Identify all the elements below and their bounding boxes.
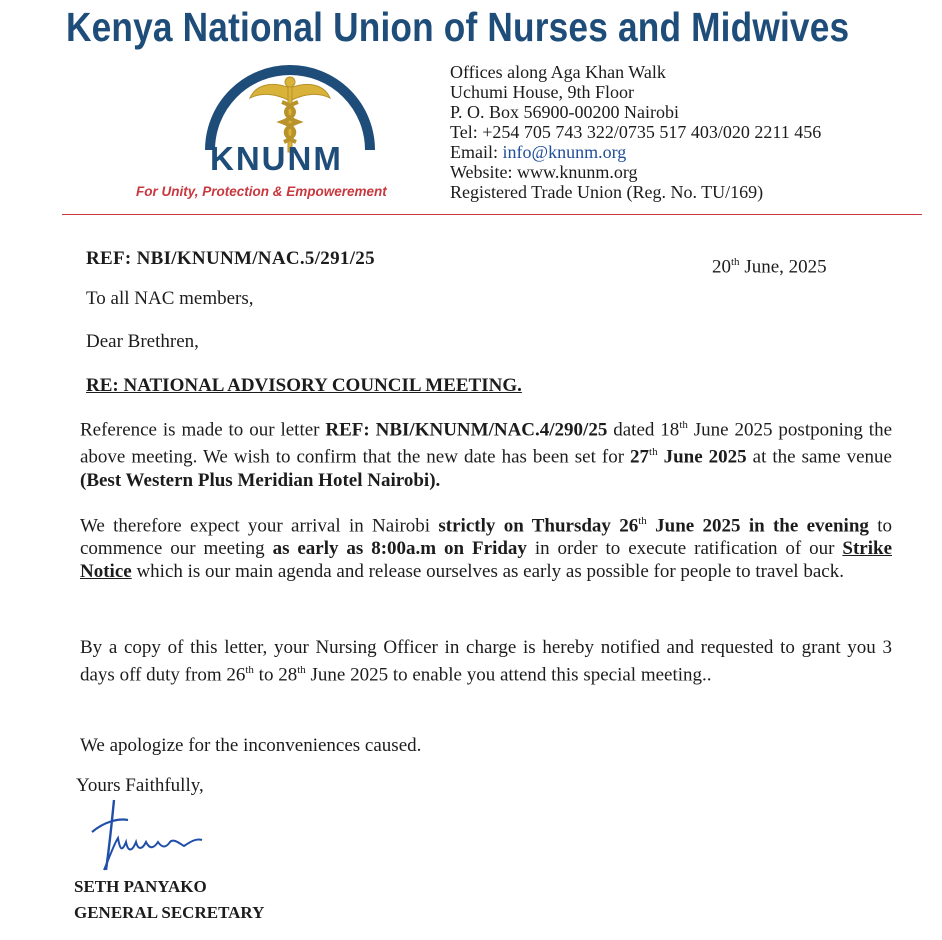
p2-text: to commence our meeting: [80, 515, 892, 560]
p2-bold: June 2025 in the evening: [646, 515, 869, 537]
p2-bold: as early as 8:00a.m on Friday: [272, 538, 527, 560]
address-line: Offices along Aga Khan Walk: [450, 62, 666, 82]
paragraph-3: [80, 636, 892, 686]
p1-date: June 2025: [657, 446, 747, 468]
letter-ref: REF: NBI/KNUNM/NAC.5/291/25: [86, 248, 375, 269]
org-name: Kenya National Union of Nurses and Midwives: [66, 4, 850, 50]
p2-text: which is our main agenda and release ourselves as early as possible for people to travel back.: [131, 561, 844, 583]
p1-date: 27: [630, 446, 650, 468]
p2-text: We therefore expect your arrival in Nairobi: [80, 515, 439, 537]
date-rest: June, 2025: [739, 256, 827, 278]
letter-date: [712, 256, 827, 278]
p1-text: June 2025 postponing the above meeting. We wish to confirm that the new date has been set for: [80, 419, 892, 468]
p1-sup: th: [679, 419, 688, 431]
po-box-line: P. O. Box 56900-00200 Nairobi: [450, 102, 679, 122]
org-motto: For Unity, Protection & Empowerement: [136, 184, 387, 199]
p3-text: to 28: [253, 664, 298, 686]
p1-text: Reference is made to our letter: [80, 419, 326, 441]
registration-line: Registered Trade Union (Reg. No. TU/169): [450, 182, 764, 202]
signature-icon: [84, 792, 214, 876]
email-label: Email:: [450, 142, 498, 162]
contact-block: [450, 62, 821, 202]
strike-notice: Strike Notice: [80, 538, 892, 583]
p1-text: at the same venue: [746, 446, 892, 468]
email-link[interactable]: info@knunm.org: [502, 142, 627, 162]
signer-block: [74, 874, 264, 926]
subject-line: RE: NATIONAL ADVISORY COUNCIL MEETING.: [86, 375, 522, 396]
p1-sup: th: [649, 446, 658, 459]
p1-text: dated 18: [607, 419, 680, 441]
date-day: 20: [712, 256, 731, 278]
p2-text: in order to execute ratification of our: [526, 538, 843, 560]
date-sup: th: [731, 256, 740, 268]
p1-ref: REF: NBI/KNUNM/NAC.4/290/25: [325, 419, 608, 441]
salutation: Dear Brethren,: [86, 331, 199, 352]
addressee: To all NAC members,: [86, 288, 254, 309]
p2-bold: strictly on Thursday 26: [438, 515, 639, 537]
paragraph-1: [80, 414, 892, 492]
org-acronym: KNUNM: [210, 140, 343, 177]
paragraph-2: [80, 510, 892, 583]
p3-sup: th: [297, 664, 306, 676]
address-line: Uchumi House, 9th Floor: [450, 82, 634, 102]
p3-sup: th: [245, 664, 254, 676]
paragraph-4: We apologize for the inconveniences caused.: [80, 735, 422, 756]
p1-venue: (Best Western Plus Meridian Hotel Nairobi).: [80, 469, 441, 491]
signer-name: SETH PANYAKO: [74, 877, 207, 896]
p2-sup: th: [638, 515, 647, 527]
signer-title: GENERAL SECRETARY: [74, 903, 265, 922]
website-line: Website: www.knunm.org: [450, 162, 638, 182]
header-divider: [62, 214, 922, 215]
tel-line: Tel: +254 705 743 322/0735 517 403/020 2211 456: [450, 122, 822, 142]
closing: Yours Faithfully,: [76, 775, 204, 796]
p3-text: By a copy of this letter, your Nursing Officer in charge is hereby notified and requested to grant you 3 days off duty from 26: [80, 637, 892, 686]
p3-text: June 2025 to enable you attend this special meeting..: [305, 664, 712, 686]
email-line: [450, 142, 821, 162]
